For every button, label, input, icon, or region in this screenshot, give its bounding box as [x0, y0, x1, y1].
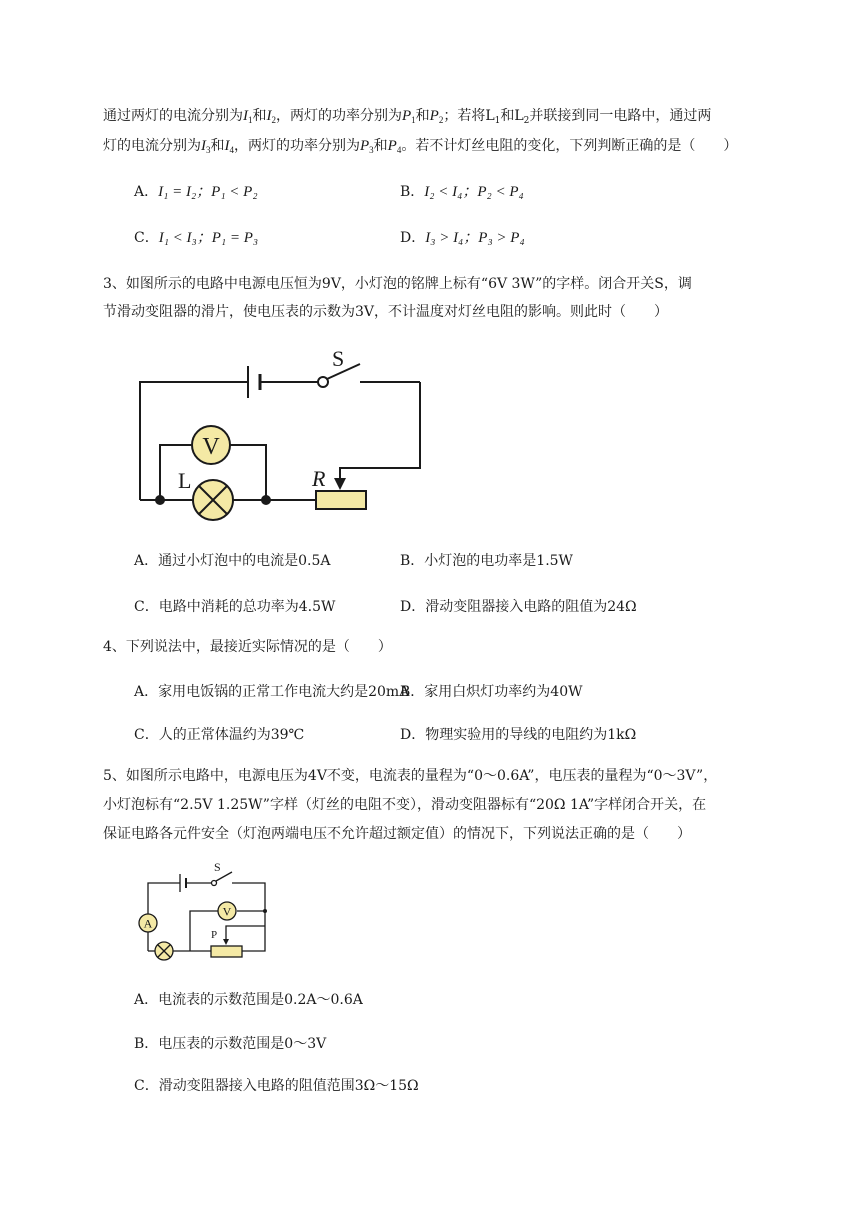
q4-option-d[interactable]: D．物理实验用的导线的电阻约为1kΩ [400, 727, 637, 743]
q5-rheostat-icon [211, 946, 242, 957]
q5-option-c[interactable]: C．滑动变阻器接入电路的阻值范围3Ω～15Ω [134, 1078, 419, 1094]
q5-switch-label: S [214, 860, 221, 874]
q5-slider-arrow-icon [223, 939, 229, 945]
q4-option-b[interactable]: B．家用白炽灯功率约为40W [400, 684, 583, 700]
q3-lamp-label: L [178, 468, 192, 493]
q2-stem-line-1: 通过两灯的电流分别为$I_1$和$I_2$，两灯的功率分别为$P_1$和$P_2$；若将$L_1$和$L_2$并联接到同一电路中，通过两 [103, 108, 712, 126]
q2-stem-line-2: 灯的电流分别为$I_3$和$I_4$，两灯的功率分别为$P_3$和$P_4$。若不计灯丝电阻的变化，下列判断正确的是（ ） [103, 138, 738, 155]
q3-rheostat-icon [316, 491, 366, 509]
math-P4: $P_4$ [387, 138, 402, 155]
q3-rheostat-label: R [312, 466, 326, 491]
q3-switch-pivot [318, 377, 328, 387]
q3-voltmeter-label: V [202, 434, 220, 460]
q2-option-d[interactable]: D．I₃ > I₄；P₃ > P₄ [400, 230, 525, 246]
q5-wire-slider [226, 926, 265, 939]
q5-circuit-diagram [128, 858, 288, 968]
q5-voltmeter-label: V [222, 904, 232, 919]
math-P2: $P_2$ [429, 108, 444, 125]
math-P1: $P_1$ [402, 108, 416, 125]
q3-junction-right [261, 495, 271, 505]
q3-stem-line-2: 节滑动变阻器的滑片，使电压表的示数为3V，不计温度对灯丝电阻的影响。则此时（ ） [103, 304, 669, 320]
q4-stem: 4、下列说法中，最接近实际情况的是（ ） [103, 639, 392, 655]
math-I3: $I_3$ [201, 138, 211, 155]
q5-ammeter-label: A [143, 916, 153, 931]
q3-stem-line-1: 3、如图所示的电路中电源电压恒为9V，小灯泡的铭牌上标有“6V 3W”的字样。闭合开关S，调 [103, 276, 692, 292]
q5-stem-line-2: 小灯泡标有“2.5V 1.25W”字样（灯丝的电阻不变），滑动变阻器标有“20Ω 1A”字样闭合开关，在 [103, 797, 707, 813]
math-I4: $I_4$ [224, 138, 234, 155]
math-I1: $I_1$ [243, 108, 253, 125]
q5-option-a[interactable]: A．电流表的示数范围是0.2A～0.6A [134, 992, 363, 1008]
q3-option-a[interactable]: A．通过小灯泡中的电流是0.5A [134, 553, 331, 569]
q3-option-d[interactable]: D．滑动变阻器接入电路的阻值为24Ω [400, 599, 637, 615]
q5-stem-line-1: 5、如图所示电路中，电源电压为4V不变，电流表的量程为“0～0.6A”，电压表的量程为“0～3V”， [103, 768, 718, 784]
q3-wire-right [340, 382, 420, 478]
q3-wire-voltmeter-right [230, 445, 266, 500]
q3-switch-label: S [332, 346, 345, 371]
q5-stem-line-3: 保证电路各元件安全（灯泡两端电压不允许超过额定值）的情况下，下列说法正确的是（ ） [103, 826, 691, 842]
q5-slider-label: P [211, 929, 218, 941]
q2-option-a[interactable]: A．I₁ = I₂；P₁ < P₂ [134, 184, 258, 200]
q4-option-a[interactable]: A．家用电饭锅的正常工作电流大约是20mA [134, 684, 410, 700]
q3-option-b[interactable]: B．小灯泡的电功率是1.5W [400, 553, 573, 569]
q3-circuit-diagram [120, 340, 440, 530]
math-I2: $I_2$ [266, 108, 276, 125]
q5-junction [263, 909, 267, 913]
q5-switch-pivot [212, 881, 217, 886]
q5-wire-right [232, 883, 265, 951]
q4-option-c[interactable]: C．人的正常体温约为39℃ [134, 727, 305, 743]
q3-rheostat-arrow-icon [334, 478, 346, 490]
q5-option-b[interactable]: B．电压表的示数范围是0～3V [134, 1036, 327, 1052]
q2-option-c[interactable]: C．I₁ < I₃；P₁ = P₃ [134, 230, 259, 246]
q3-option-c[interactable]: C．电路中消耗的总功率为4.5W [134, 599, 336, 615]
math-P3: $P_3$ [360, 138, 374, 155]
q2-option-b[interactable]: B．I₂ < I₄；P₂ < P₄ [400, 184, 524, 200]
q3-junction-left [155, 495, 165, 505]
